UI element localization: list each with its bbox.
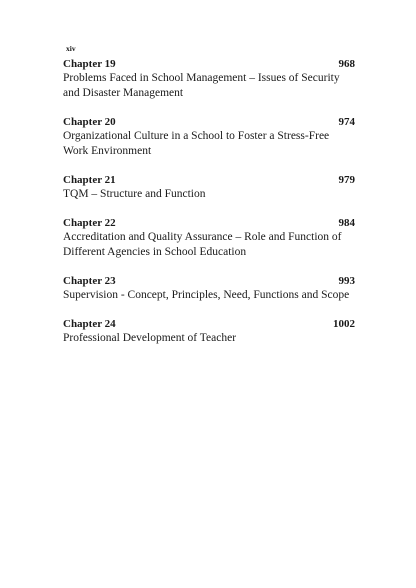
chapter-title-line: Problems Faced in School Management – Issues of Security (63, 72, 340, 84)
chapter-page-number: 968 (338, 58, 355, 70)
chapter-title-line: Supervision - Concept, Principles, Need, Functions and Scope (63, 289, 350, 301)
toc-entry (63, 57, 355, 101)
chapter-title-line: Accreditation and Quality Assurance – Role and Function of (63, 231, 342, 243)
chapter-page-number: 1002 (333, 318, 355, 330)
page-number: xiv (66, 44, 76, 53)
chapter-title-line: Organizational Culture in a School to Foster a Stress-Free (63, 130, 330, 142)
toc-entry (63, 173, 355, 202)
chapter-label: Chapter 23 (63, 275, 116, 287)
table-of-contents (63, 57, 355, 360)
chapter-label: Chapter 21 (63, 174, 116, 186)
chapter-title-line: and Disaster Management (63, 87, 184, 99)
toc-entry (63, 317, 355, 346)
toc-entry-head (63, 274, 355, 288)
toc-entry-head (63, 115, 355, 129)
toc-entry (63, 216, 355, 260)
chapter-label: Chapter 20 (63, 116, 116, 128)
chapter-title-line: TQM – Structure and Function (63, 188, 206, 200)
chapter-label: Chapter 22 (63, 217, 116, 229)
toc-entry (63, 115, 355, 159)
chapter-label: Chapter 24 (63, 318, 116, 330)
chapter-label: Chapter 19 (63, 58, 116, 70)
chapter-page-number: 984 (338, 217, 355, 229)
toc-entry-head (63, 216, 355, 230)
chapter-page-number: 974 (338, 116, 355, 128)
chapter-page-number: 979 (338, 174, 355, 186)
chapter-title-line: Professional Development of Teacher (63, 332, 237, 344)
chapter-title-line: Work Environment (63, 145, 152, 157)
chapter-page-number: 993 (338, 275, 355, 287)
toc-entry (63, 274, 355, 303)
toc-entry-head (63, 57, 355, 71)
toc-entry-head (63, 173, 355, 187)
toc-entry-head (63, 317, 355, 331)
chapter-title-line: Different Agencies in School Education (63, 246, 247, 258)
